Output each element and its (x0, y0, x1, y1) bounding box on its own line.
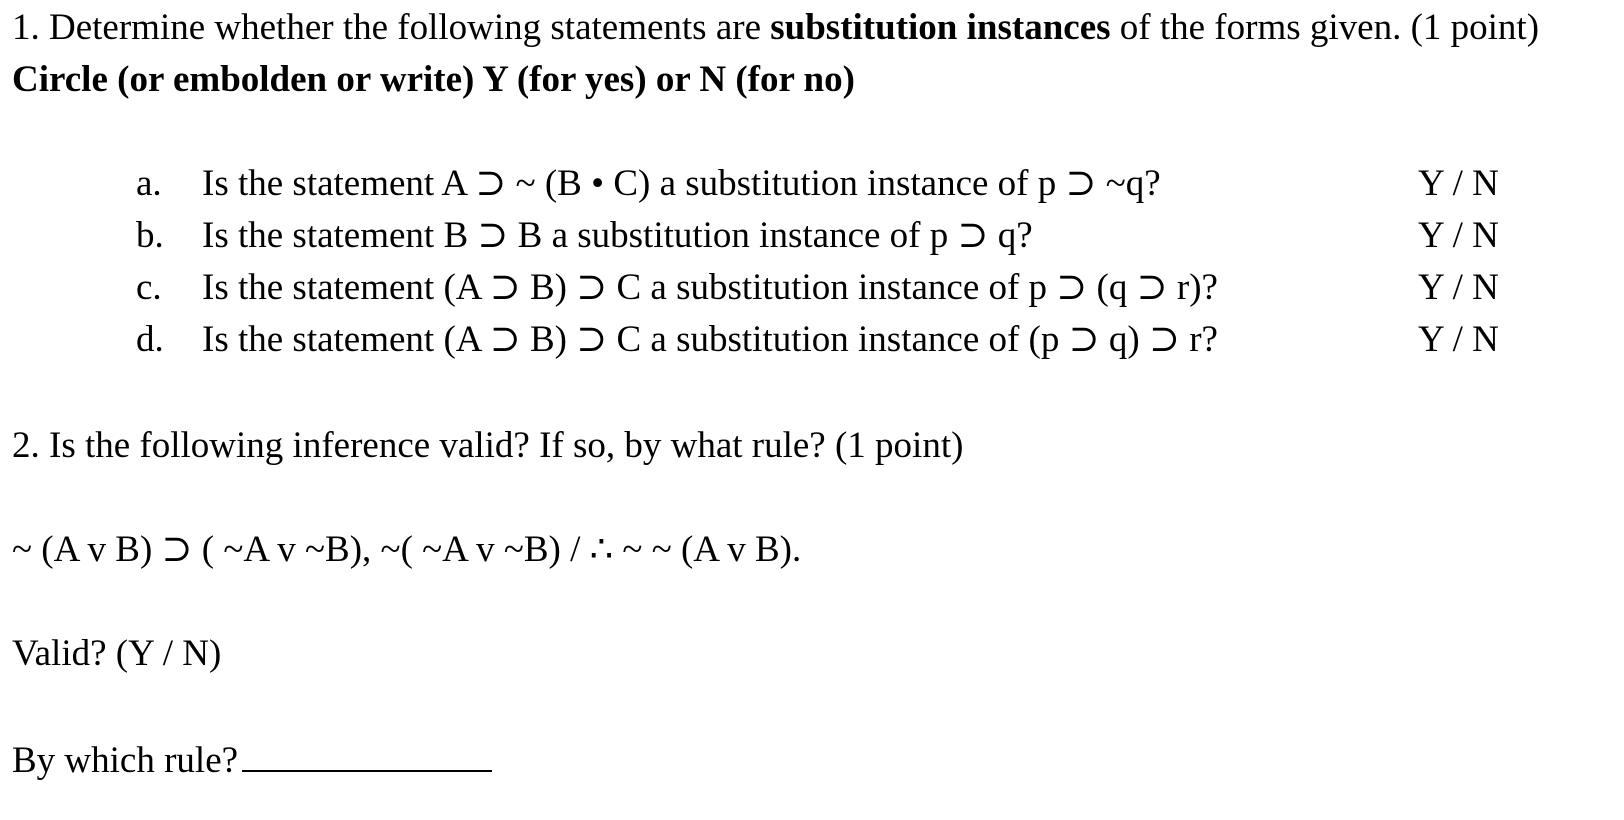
question-1-heading-prefix: 1. Determine whether the following statements are (12, 7, 771, 48)
question-1-heading-bold-term: substitution instances (770, 7, 1111, 48)
question-1-heading (12, 6, 1539, 50)
item-answer-choice[interactable]: Y / N (1418, 163, 1499, 204)
item-letter: a. (136, 163, 162, 204)
item-answer-choice[interactable]: Y / N (1418, 267, 1499, 308)
item-answer-choice[interactable]: Y / N (1418, 215, 1499, 256)
item-text: Is the statement (A ⊃ B) ⊃ C a substitution instance of p ⊃ (q ⊃ r)? (202, 267, 1218, 308)
question-1-item-b (0, 214, 1624, 258)
question-2-inference: ~ (A v B) ⊃ ( ~A v ~B), ~( ~A v ~B) / ∴ ~ ~ (A v B). (12, 529, 802, 570)
rule-answer-blank[interactable] (242, 736, 492, 772)
item-answer-choice[interactable]: Y / N (1418, 319, 1499, 360)
question-2-heading: 2. Is the following inference valid? If so, by what rule? (1 point) (12, 425, 964, 466)
item-text: Is the statement A ⊃ ~ (B • C) a substitution instance of p ⊃ ~q? (202, 163, 1161, 204)
question-1-heading-suffix: of the forms given. (1 point) (1110, 7, 1540, 48)
question-1-item-a (0, 162, 1624, 206)
question-1-item-c (0, 266, 1624, 310)
question-2-rule-row (12, 736, 492, 783)
item-letter: d. (136, 319, 164, 360)
question-1-instruction: Circle (or embolden or write) Y (for yes) or N (for no) (12, 59, 855, 100)
item-letter: b. (136, 215, 164, 256)
question-2-rule-prompt: By which rule? (12, 740, 239, 781)
item-text: Is the statement (A ⊃ B) ⊃ C a substitution instance of (p ⊃ q) ⊃ r? (202, 319, 1218, 360)
item-text: Is the statement B ⊃ B a substitution instance of p ⊃ q? (202, 215, 1033, 256)
item-letter: c. (136, 267, 162, 308)
question-2-valid-prompt[interactable]: Valid? (Y / N) (12, 633, 222, 674)
question-1-item-d (0, 318, 1624, 362)
